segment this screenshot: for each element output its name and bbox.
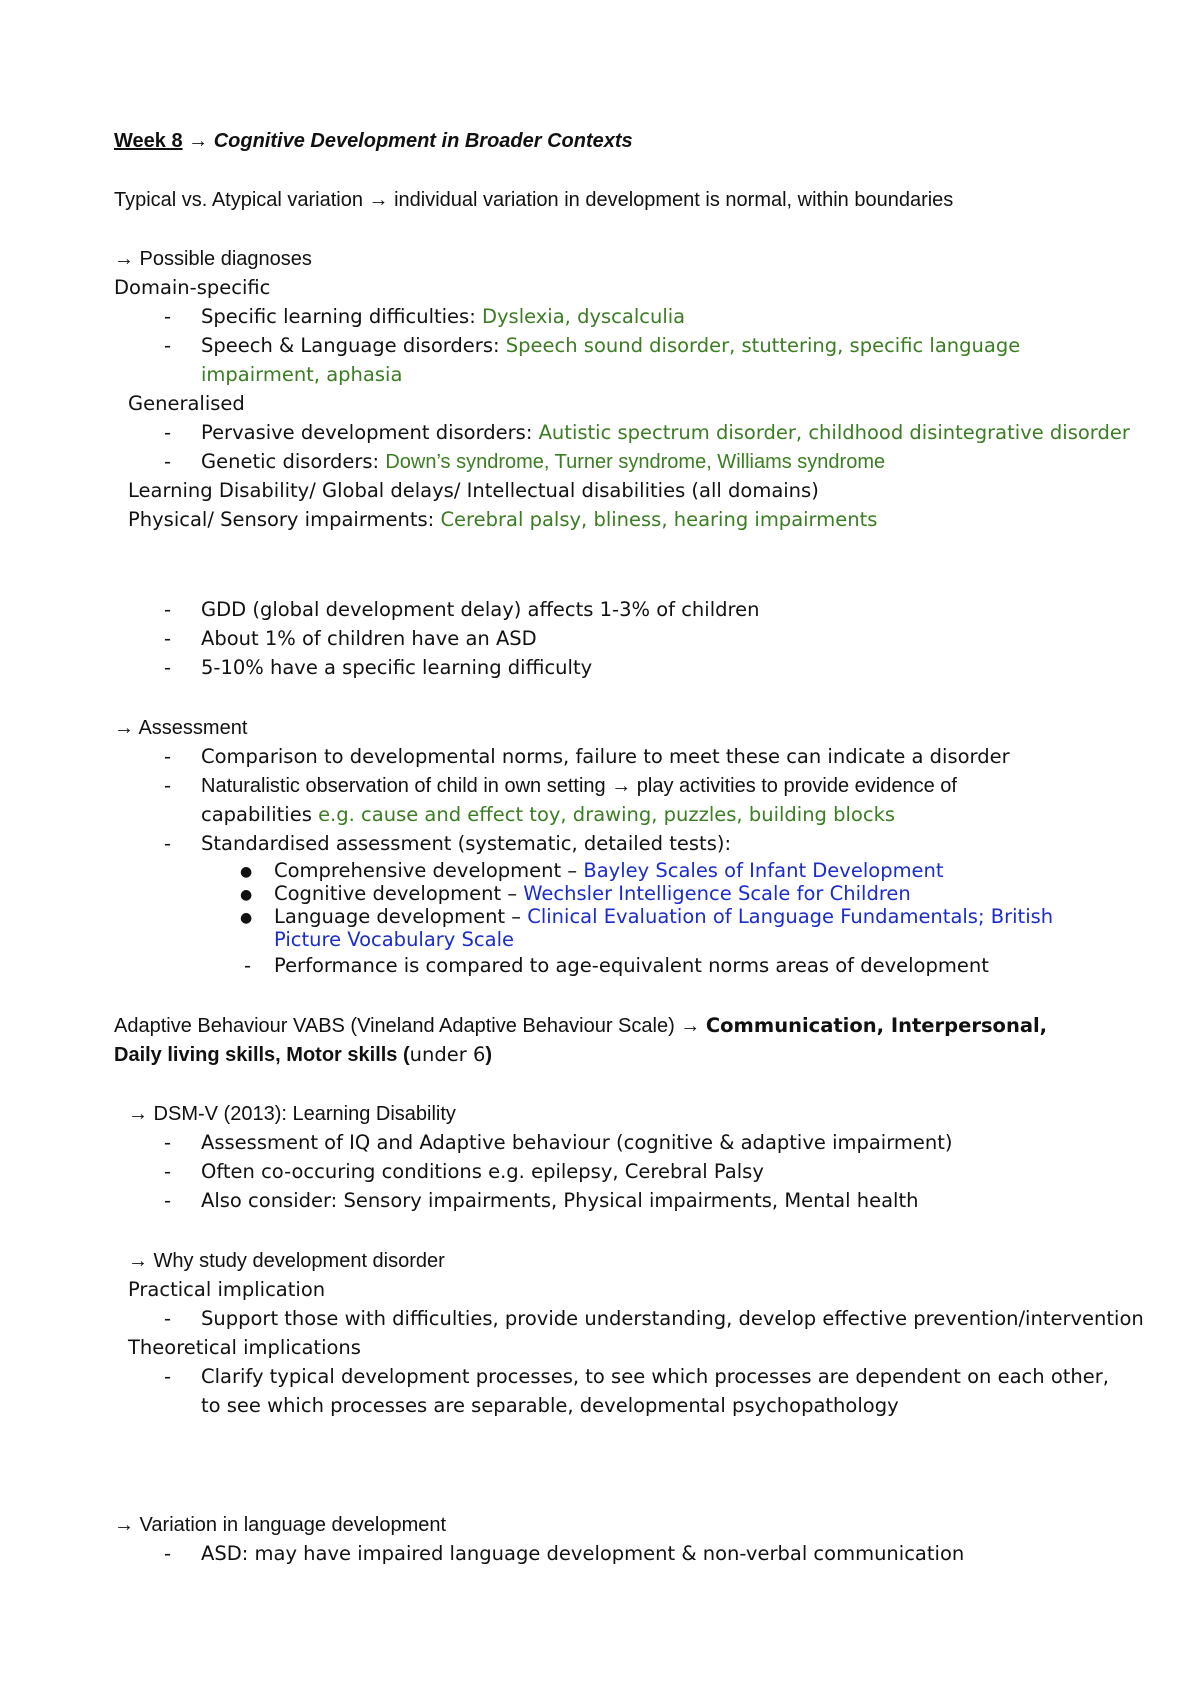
speech-examples: Speech sound disorder, stuttering, specific language	[505, 334, 1021, 357]
domain-specific-label: Domain-specific	[114, 276, 271, 299]
diagnoses-heading: → Possible diagnoses	[114, 248, 312, 270]
practical-item: Support those with difficulties, provide understanding, develop effective prevention/intervention	[201, 1307, 1144, 1330]
test-example: Clinical Evaluation of Language Fundamentals; British	[527, 905, 1054, 928]
physical-label: Physical/ Sensory impairments:	[128, 508, 441, 531]
test-item	[274, 859, 944, 883]
theoretical-item: Clarify typical development processes, to see which processes are dependent on each other,	[201, 1365, 1109, 1388]
title-arrow: →	[182, 130, 214, 152]
genetic-label: Genetic disorders:	[201, 450, 386, 473]
bullet-dash: -	[164, 745, 172, 768]
bullet-dash: -	[164, 1542, 172, 1565]
adaptive-bold: Daily living skills, Motor skills (	[114, 1044, 410, 1066]
theoretical-label: Theoretical implications	[128, 1336, 361, 1359]
speech-label: Speech & Language disorders:	[201, 334, 506, 357]
assessment-item-cont	[201, 802, 895, 828]
capabilities-text: capabilities	[201, 803, 319, 826]
speech-examples-cont: impairment, aphasia	[201, 363, 403, 386]
bullet-dash: -	[164, 1160, 172, 1183]
bullet-dash: -	[164, 1307, 172, 1330]
list-item	[201, 304, 685, 330]
dsm-item: Also consider: Sensory impairments, Physical impairments, Mental health	[201, 1189, 919, 1212]
stat-item: 5-10% have a specific learning difficulty	[201, 656, 593, 679]
test-item	[274, 905, 1053, 929]
theoretical-item-cont: to see which processes are separable, developmental psychopathology	[201, 1394, 899, 1417]
bullet-dash: -	[164, 627, 172, 650]
stat-item: About 1% of children have an ASD	[201, 627, 537, 650]
test-label: Cognitive development –	[274, 882, 524, 905]
list-item	[201, 420, 1130, 446]
page-title	[114, 128, 633, 154]
test-example: Bayley Scales of Infant Development	[583, 859, 944, 882]
performance-item: Performance is compared to age-equivalent norms areas of development	[274, 954, 989, 977]
test-example: Wechsler Intelligence Scale for Children	[523, 882, 911, 905]
adaptive-age: under 6	[409, 1043, 486, 1066]
physical-examples: Cerebral palsy, bliness, hearing impairments	[440, 508, 878, 531]
bullet-dash: -	[164, 598, 172, 621]
adaptive-text: Adaptive Behaviour VABS (Vineland Adaptive Behaviour Scale) →	[114, 1015, 706, 1037]
list-item	[201, 333, 1020, 359]
pervasive-label: Pervasive development disorders:	[201, 421, 539, 444]
bullet-dash: -	[164, 1189, 172, 1212]
test-label: Language development –	[274, 905, 528, 928]
assessment-item: Naturalistic observation of child in own setting → play activities to provide evidence of	[201, 775, 957, 797]
bullet-dash: -	[164, 421, 172, 444]
why-heading: → Why study development disorder	[128, 1250, 445, 1272]
assessment-item: Standardised assessment (systematic, detailed tests):	[201, 832, 732, 855]
bullet-dash: -	[164, 334, 172, 357]
stat-item: GDD (global development delay) affects 1-3% of children	[201, 598, 760, 621]
pervasive-examples: Autistic spectrum disorder, childhood disintegrative disorder	[538, 421, 1130, 444]
bullet-dash: -	[244, 954, 252, 977]
bullet-dash: -	[164, 450, 172, 473]
week-label: Week 8	[114, 130, 183, 152]
bullet-dash: -	[164, 305, 172, 328]
adaptive-line-2	[114, 1042, 492, 1068]
bullet-dot: ●	[240, 864, 253, 880]
adaptive-line-1	[114, 1013, 1047, 1039]
language-heading: → Variation in language development	[114, 1514, 447, 1536]
bullet-dot: ●	[240, 910, 253, 926]
dsm-item: Assessment of IQ and Adaptive behaviour (cognitive & adaptive impairment)	[201, 1131, 953, 1154]
bullet-dash: -	[164, 774, 172, 797]
test-example-cont: Picture Vocabulary Scale	[274, 928, 515, 951]
dsm-item: Often co-occuring conditions e.g. epilepsy, Cerebral Palsy	[201, 1160, 764, 1183]
test-label: Comprehensive development –	[274, 859, 584, 882]
capabilities-examples: e.g. cause and effect toy, drawing, puzzles, building blocks	[318, 803, 896, 826]
bullet-dash: -	[164, 1131, 172, 1154]
bullet-dash: -	[164, 832, 172, 855]
assessment-heading: → Assessment	[114, 717, 248, 739]
bullet-dash: -	[164, 1365, 172, 1388]
bullet-dash: -	[164, 656, 172, 679]
adaptive-bold: Communication, Interpersonal,	[705, 1014, 1048, 1037]
assessment-item: Comparison to developmental norms, failure to meet these can indicate a disorder	[201, 745, 1010, 768]
learning-disability-line: Learning Disability/ Global delays/ Intellectual disabilities (all domains)	[128, 479, 819, 502]
sld-label: Specific learning difficulties:	[201, 305, 482, 328]
language-item: ASD: may have impaired language development & non-verbal communication	[201, 1542, 965, 1565]
topic-title: Cognitive Development in Broader Contexts	[213, 130, 633, 152]
practical-label: Practical implication	[128, 1278, 326, 1301]
test-item	[274, 882, 911, 906]
genetic-examples: Down’s syndrome, Turner syndrome, Williams syndrome	[385, 451, 886, 473]
sld-examples: Dyslexia, dyscalculia	[481, 305, 686, 328]
list-item	[201, 449, 885, 475]
physical-impairments-line	[128, 507, 877, 533]
generalised-label: Generalised	[128, 392, 245, 415]
bullet-dot: ●	[240, 887, 253, 903]
adaptive-close: )	[485, 1044, 493, 1066]
dsm-heading: → DSM-V (2013): Learning Disability	[128, 1103, 456, 1125]
intro-line: Typical vs. Atypical variation → individual variation in development is normal, within boundaries	[114, 189, 954, 211]
